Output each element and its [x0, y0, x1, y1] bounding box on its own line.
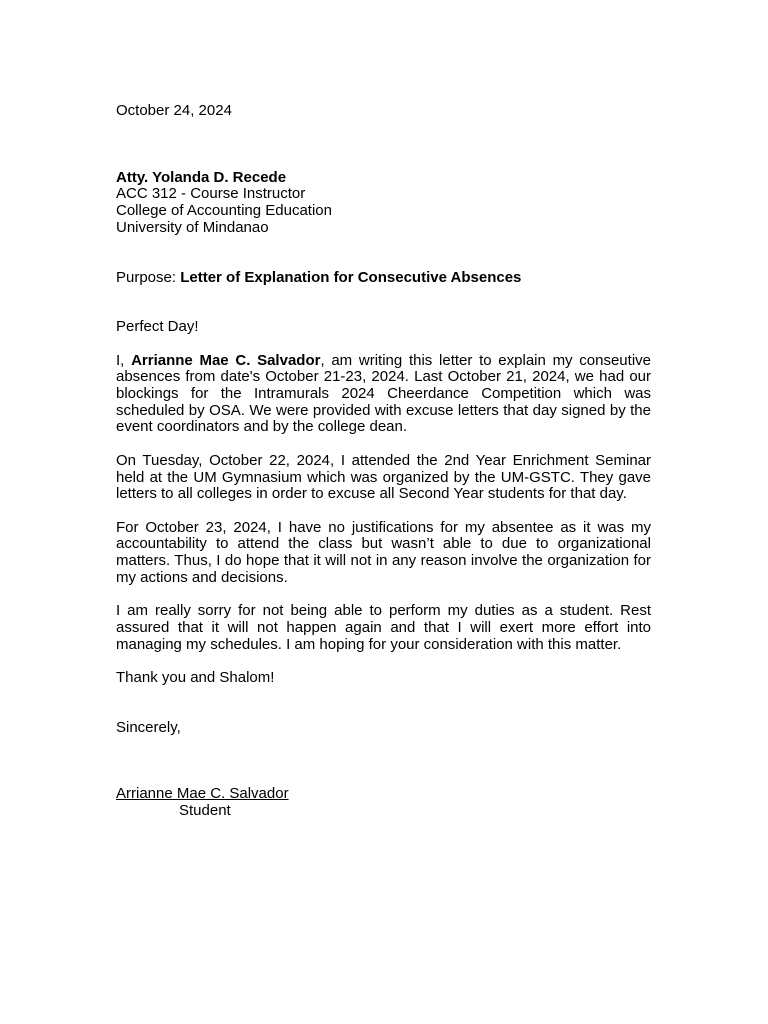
purpose-label: Purpose:: [116, 268, 181, 286]
purpose-line: [116, 270, 651, 287]
greeting: Perfect Day!: [116, 318, 199, 336]
paragraph-1-rest: , am writing this letter to explain my conseutive absences from date's October 21-23, 2024. Last October 21, 2024, we had our blockings for the Intramurals 2024 Cheerdance Competition which was scheduled by OSA. We were provided with excuse letters that day signed by the event coordinators and by the college dean.: [116, 351, 651, 436]
purpose-text: Letter of Explanation for Consecutive Absences: [180, 268, 522, 286]
signature-name: Arrianne Mae C. Salvador: [116, 785, 289, 803]
paragraph-3: For October 23, 2024, I have no justifications for my absentee as it was my accountability to attend the class but wasn’t able to due to organizational matters. Thus, I do hope that it will not in any reason involve the organization for my actions and decisions.: [116, 518, 651, 586]
thanks-line: Thank you and Shalom!: [116, 668, 275, 686]
paragraph-1-prefix: I,: [116, 351, 132, 369]
paragraph-1: [116, 353, 651, 437]
paragraph-2: On Tuesday, October 22, 2024, I attended the 2nd Year Enrichment Seminar held at the UM Gymnasium which was organized by the UM-GSTC. They gave letters to all colleges in order to excuse all Second Year students for that day.: [116, 451, 660, 503]
paragraph-1-name: Arrianne Mae C. Salvador: [131, 351, 321, 369]
recipient-block: [116, 170, 651, 237]
closing-line: Sincerely,: [116, 718, 181, 736]
signature-role: Student: [179, 802, 231, 820]
recipient-college: College of Accounting Education: [116, 202, 332, 220]
letter-page: [116, 102, 660, 820]
recipient-name: Atty. Yolanda D. Recede: [116, 168, 287, 186]
recipient-university: University of Mindanao: [116, 218, 269, 236]
letter-date: October 24, 2024: [116, 102, 232, 119]
recipient-title: ACC 312 - Course Instructor: [116, 185, 306, 203]
paragraph-4: I am really sorry for not being able to perform my duties as a student. Rest assured that it will not happen again and that I will exert more effort into managing my schedules. I am hoping for your consideration with this matter.: [116, 602, 651, 653]
